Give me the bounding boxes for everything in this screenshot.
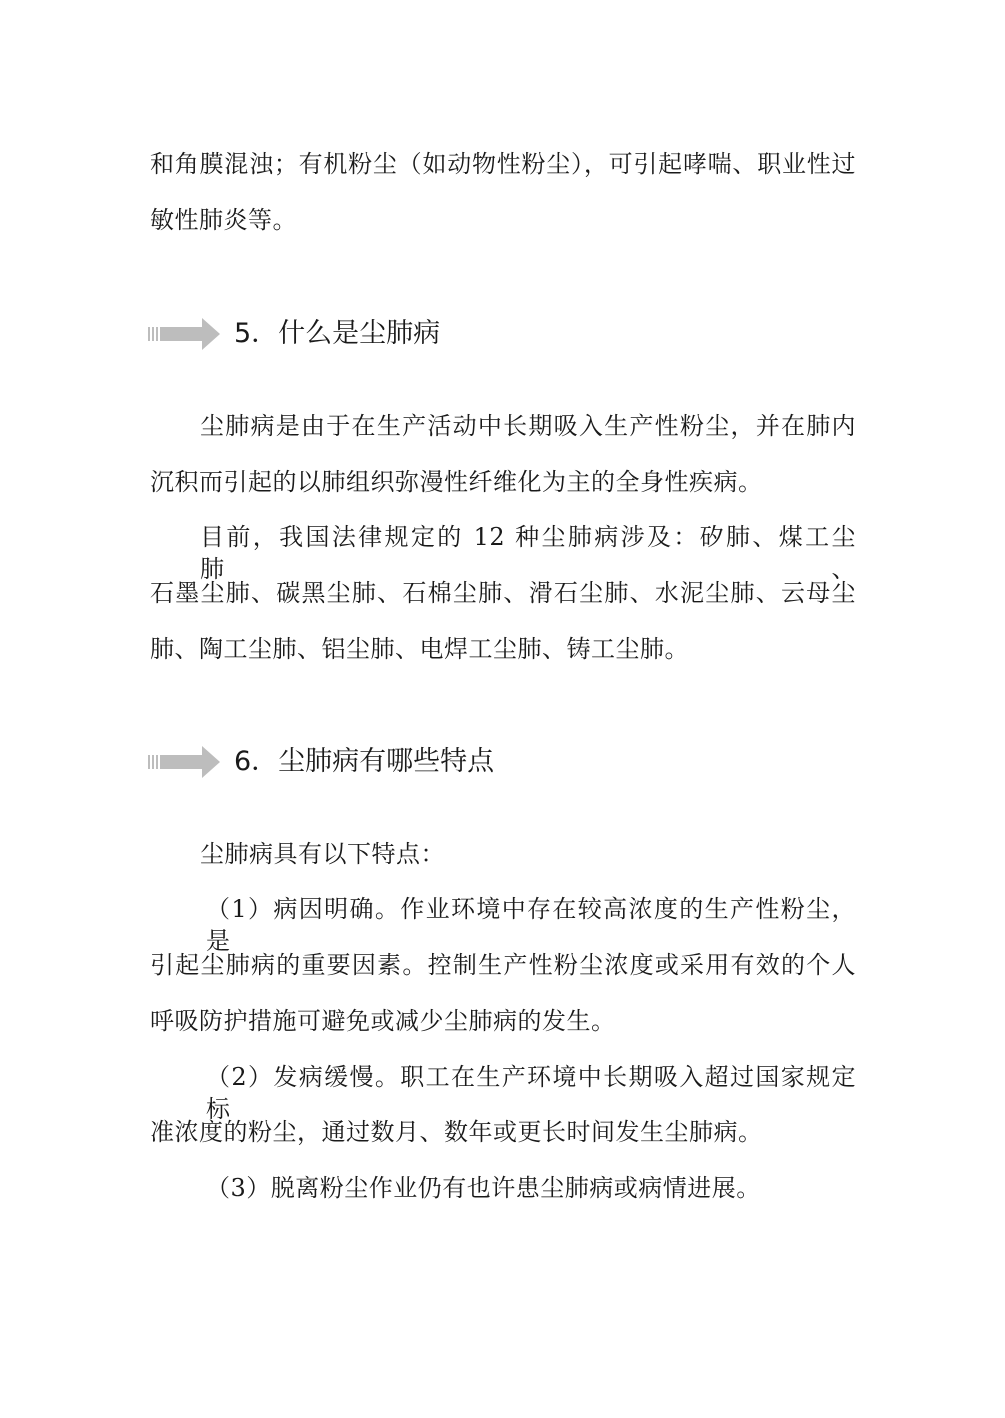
section-6-item-1-line-1: （1）病因明确。作业环境中存在较高浓度的生产性粉尘，是 [206,895,856,955]
section-5-p1-line-1: 尘肺病是由于在生产活动中长期吸入生产性粉尘，并在肺内 [200,412,856,440]
section-5-p2-line-3: 肺、陶工尘肺、铝尘肺、电焊工尘肺、铸工尘肺。 [150,635,689,663]
section-5-p2-line-1: 目前，我国法律规定的 12 种尘肺病涉及：矽肺、煤工尘肺、 [200,523,856,583]
section-6-item-2-line-2: 准浓度的粉尘，通过数月、数年或更长时间发生尘肺病。 [150,1118,763,1146]
section-6-item-2-line-1: （2）发病缓慢。职工在生产环境中长期吸入超过国家规定标 [206,1063,856,1123]
arrow-right-icon [148,316,222,352]
section-5-p2-line-2: 石墨尘肺、碳黑尘肺、石棉尘肺、滑石尘肺、水泥尘肺、云母尘 [150,579,856,607]
section-6-heading [148,742,494,782]
section-6-title: 6．尘肺病有哪些特点 [234,746,495,777]
section-6-item-1-line-3: 呼吸防护措施可避免或减少尘肺病的发生。 [150,1007,616,1035]
intro-line-1: 和角膜混浊；有机粉尘（如动物性粉尘），可引起哮喘、职业性过 [150,150,856,178]
section-5-title: 5．什么是尘肺病 [234,318,441,349]
section-5-heading [148,314,440,354]
section-5-p1-line-2: 沉积而引起的以肺组织弥漫性纤维化为主的全身性疾病。 [150,468,763,496]
section-6-item-1-line-2: 引起尘肺病的重要因素。控制生产性粉尘浓度或采用有效的个人 [150,951,856,979]
section-6-intro: 尘肺病具有以下特点： [200,840,445,868]
intro-line-2: 敏性肺炎等。 [150,206,297,234]
section-6-item-3-line-1: （3）脱离粉尘作业仍有也许患尘肺病或病情进展。 [206,1174,761,1202]
arrow-right-icon [148,744,222,780]
